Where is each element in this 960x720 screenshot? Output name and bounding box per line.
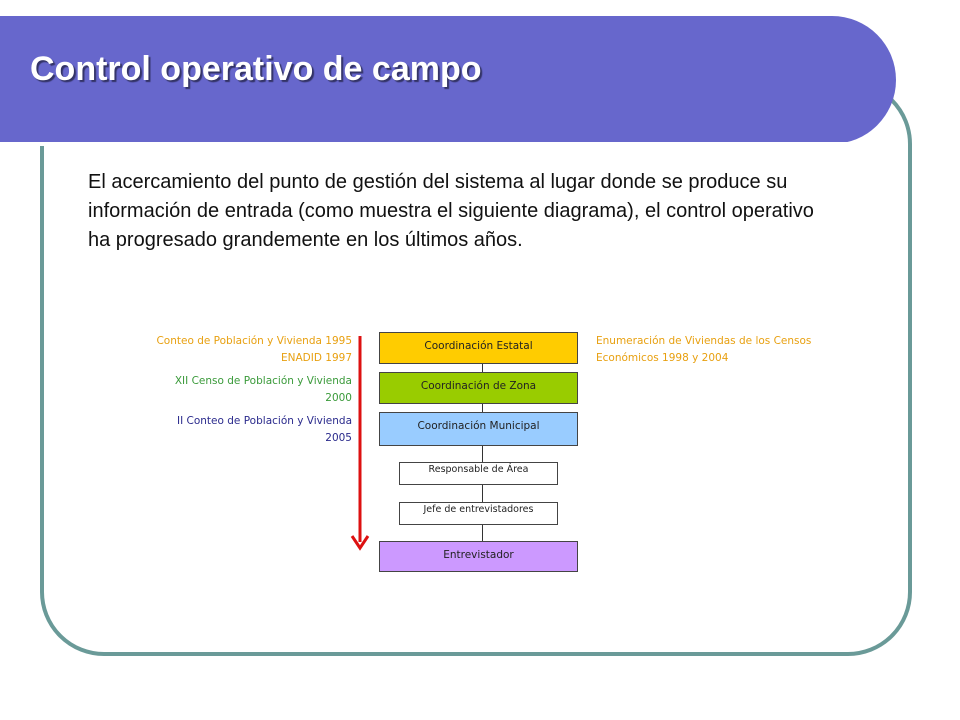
- left-label-1: [156, 333, 352, 367]
- right-label-line1: Enumeración de Viviendas de los Censos: [596, 335, 812, 347]
- slide-title: Control operativo de campo: [30, 50, 482, 88]
- left-label-1-line2: ENADID 1997: [281, 352, 352, 364]
- box-coordinacion-estatal: Coordinación Estatal: [379, 332, 578, 364]
- left-label-1-line1: Conteo de Población y Vivienda 1995: [156, 335, 352, 347]
- intro-paragraph: El acercamiento del punto de gestión del sistema al lugar donde se produce su información de entrada (como muestra el siguiente diagrama), el control operativo ha progresado grandemente en los últimos años.: [88, 171, 814, 251]
- box-responsable-area: Responsable de Área: [399, 462, 558, 485]
- left-label-3-line2: 2005: [325, 432, 352, 444]
- left-label-2-line1: XII Censo de Población y Vivienda: [174, 375, 352, 387]
- box-entrevistador: Entrevistador: [379, 541, 578, 572]
- box-coordinacion-municipal: Coordinación Municipal: [379, 412, 578, 446]
- right-label: [596, 333, 811, 367]
- left-label-3-line1: II Conteo de Población y Vivienda: [176, 415, 352, 427]
- box-coordinacion-zona: Coordinación de Zona: [379, 372, 578, 404]
- arrow-down-icon: [350, 336, 370, 554]
- left-label-3: [177, 413, 352, 447]
- left-label-2: [175, 373, 352, 407]
- box-jefe-entrevistadores: Jefe de entrevistadores: [399, 502, 558, 525]
- left-label-2-line2: 2000: [325, 392, 352, 404]
- title-underline: [0, 142, 848, 146]
- right-label-line2: Económicos 1998 y 2004: [596, 352, 729, 364]
